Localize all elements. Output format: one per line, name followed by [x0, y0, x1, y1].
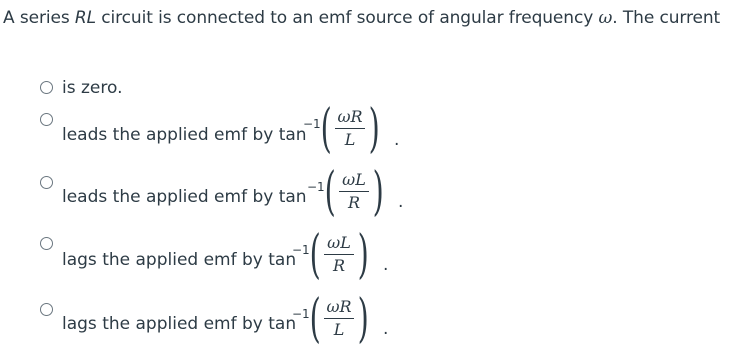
option-4-fraction-bar: [324, 318, 354, 319]
option-4-radio[interactable]: [40, 303, 53, 316]
option-2-left-paren: (: [324, 162, 336, 222]
option-1-right-paren: ): [368, 99, 380, 159]
option-4-label[interactable]: lags the applied emf by tan: [62, 314, 297, 334]
option-3-numerator: ωL: [327, 233, 351, 252]
option-1-denominator: L: [344, 130, 356, 149]
option-1-numerator: ωR: [337, 107, 363, 126]
option-4-period: .: [383, 319, 389, 339]
option-1-superscript: −1: [303, 117, 321, 131]
option-4-superscript: −1: [292, 307, 310, 321]
option-3-period: .: [383, 255, 389, 275]
option-3-left-paren: (: [309, 225, 321, 285]
option-1-label[interactable]: leads the applied emf by tan: [62, 125, 307, 145]
option-4-right-paren: ): [357, 289, 369, 349]
option-1-period: .: [394, 130, 400, 150]
option-3-fraction-bar: [324, 254, 354, 255]
option-4-denominator: L: [333, 320, 345, 339]
option-1-left-paren: (: [320, 99, 332, 159]
option-3-fraction: [322, 233, 356, 276]
option-2-fraction: [337, 170, 371, 213]
option-3-right-paren: ): [357, 225, 369, 285]
option-2-period: .: [398, 192, 404, 212]
option-1-fraction: [333, 107, 367, 150]
option-3-radio[interactable]: [40, 237, 53, 250]
question-middle: circuit is connected to an emf source of angular frequency: [95, 8, 599, 28]
question-text: [3, 8, 720, 28]
option-3-superscript: −1: [292, 243, 310, 257]
option-4-left-paren: (: [309, 289, 321, 349]
option-4-fraction: [322, 297, 356, 340]
option-4-numerator: ωR: [326, 297, 352, 316]
option-2-denominator: R: [347, 193, 361, 212]
question-omega: ω: [598, 8, 613, 28]
option-1-radio[interactable]: [40, 113, 53, 126]
option-2-right-paren: ): [372, 162, 384, 222]
question-circuit: RL: [74, 8, 96, 28]
option-0-radio[interactable]: [40, 81, 53, 94]
question-suffix: . The current: [612, 8, 721, 28]
option-3-denominator: R: [332, 256, 346, 275]
option-2-fraction-bar: [339, 191, 369, 192]
question-prefix: A series: [3, 8, 75, 28]
option-2-numerator: ωL: [342, 170, 366, 189]
option-2-superscript: −1: [307, 180, 325, 194]
option-1-fraction-bar: [335, 128, 365, 129]
option-3-label[interactable]: lags the applied emf by tan: [62, 250, 297, 270]
option-0-label[interactable]: is zero.: [62, 78, 123, 98]
option-2-label[interactable]: leads the applied emf by tan: [62, 187, 307, 207]
option-2-radio[interactable]: [40, 176, 53, 189]
